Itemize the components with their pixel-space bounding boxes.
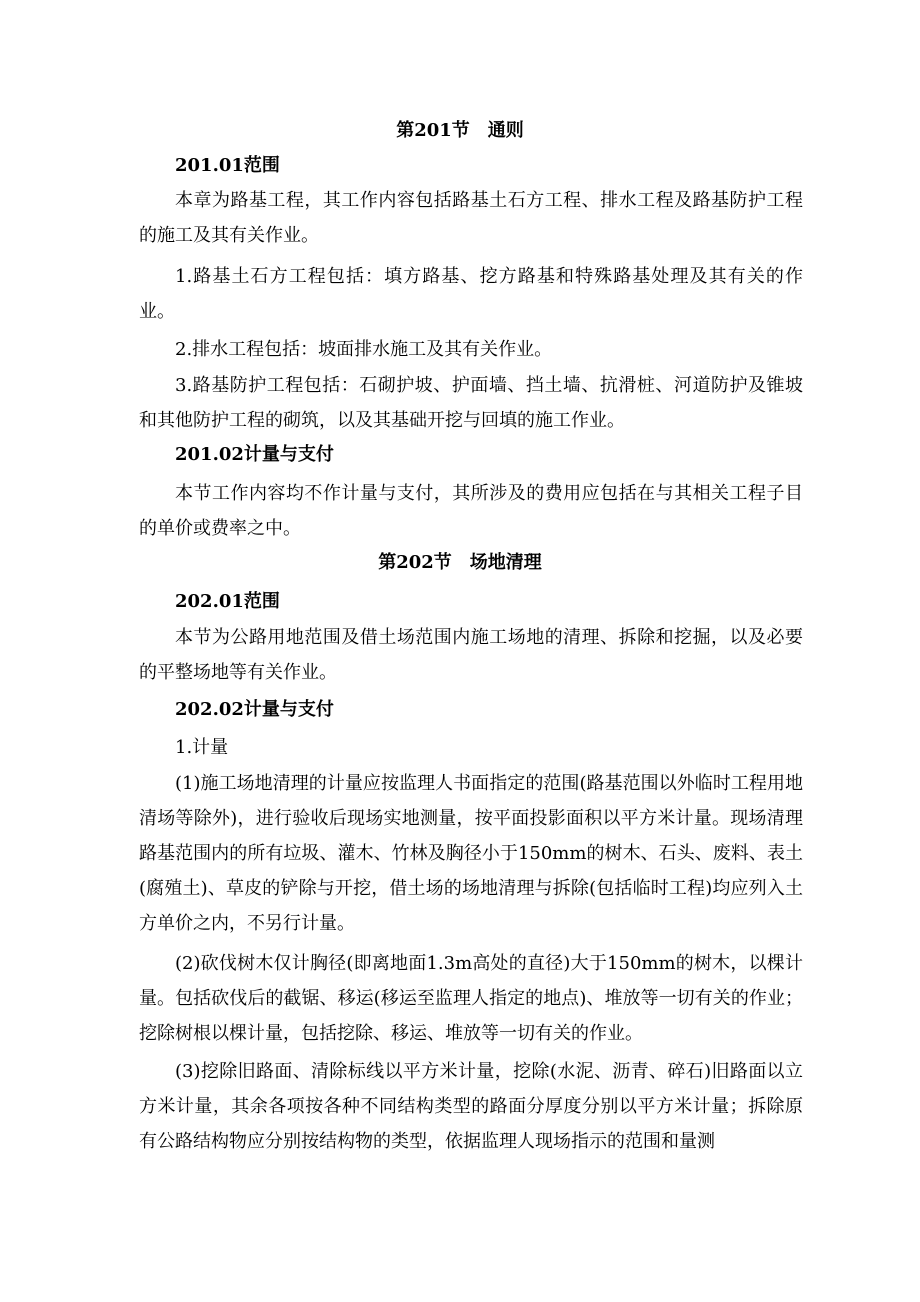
paragraph-202-02-item-1: (1)施工场地清理的计量应按监理人书面指定的范围(路基范围以外临时工程用地清场等除外)，进行验收后现场实地测量，按平面投影面积以平方米计量。现场清理路基范围内的所有垃圾、灌木、竹林及胸径小于150mm的树木、石头、废料、表土(腐殖土)、草皮的铲除与开挖，借土场的场地清理与拆除(包括临时工程)均应列入土方单价之内，不另行计量。 <box>139 773 803 934</box>
paragraph-201-01-item-1: 1.路基土石方工程包括：填方路基、挖方路基和特殊路基处理及其有关的作业。 <box>139 266 803 322</box>
heading-202-02: 202.02计量与支付 <box>175 699 334 720</box>
paragraph-202-02-item-3: (3)挖除旧路面、清除标线以平方米计量，挖除(水泥、沥青、碎石)旧路面以立方米计量，其余各项按各种不同结构类型的路面分厚度分别以平方米计量；拆除原有公路结构物应分别按结构物的类型，依据监理人现场指示的范围和量测 <box>139 1061 803 1152</box>
paragraph-201-01-intro: 本章为路基工程，其工作内容包括路基土石方工程、排水工程及路基防护工程的施工及其有关作业。 <box>139 190 803 246</box>
heading-201-02: 201.02计量与支付 <box>175 444 334 465</box>
paragraph-202-02-item-2: (2)砍伐树木仅计胸径(即离地面1.3m高处的直径)大于150mm的树木，以棵计量。包括砍伐后的截锯、移运(移运至监理人指定的地点)、堆放等一切有关的作业；挖除树根以棵计量，包括挖除、移运、堆放等一切有关的作业。 <box>139 953 803 1044</box>
paragraph-201-02-body: 本节工作内容均不作计量与支付，其所涉及的费用应包括在与其相关工程子目的单价或费率之中。 <box>139 483 803 539</box>
paragraph-202-01-body: 本节为公路用地范围及借土场范围内施工场地的清理、拆除和挖掘，以及必要的平整场地等有关作业。 <box>139 627 803 683</box>
paragraph-201-01-item-2: 2.排水工程包括：坡面排水施工及其有关作业。 <box>175 339 553 360</box>
paragraph-202-02-measure-title: 1.计量 <box>175 737 229 758</box>
heading-201-01: 201.01范围 <box>175 155 280 176</box>
section-201-title: 第201节 通则 <box>396 120 524 141</box>
section-202-title: 第202节 场地清理 <box>378 552 542 573</box>
paragraph-201-01-item-3: 3.路基防护工程包括：石砌护坡、护面墙、挡土墙、抗滑桩、河道防护及锥坡和其他防护工程的砌筑，以及其基础开挖与回填的施工作业。 <box>139 375 803 431</box>
heading-202-01: 202.01范围 <box>175 591 280 612</box>
